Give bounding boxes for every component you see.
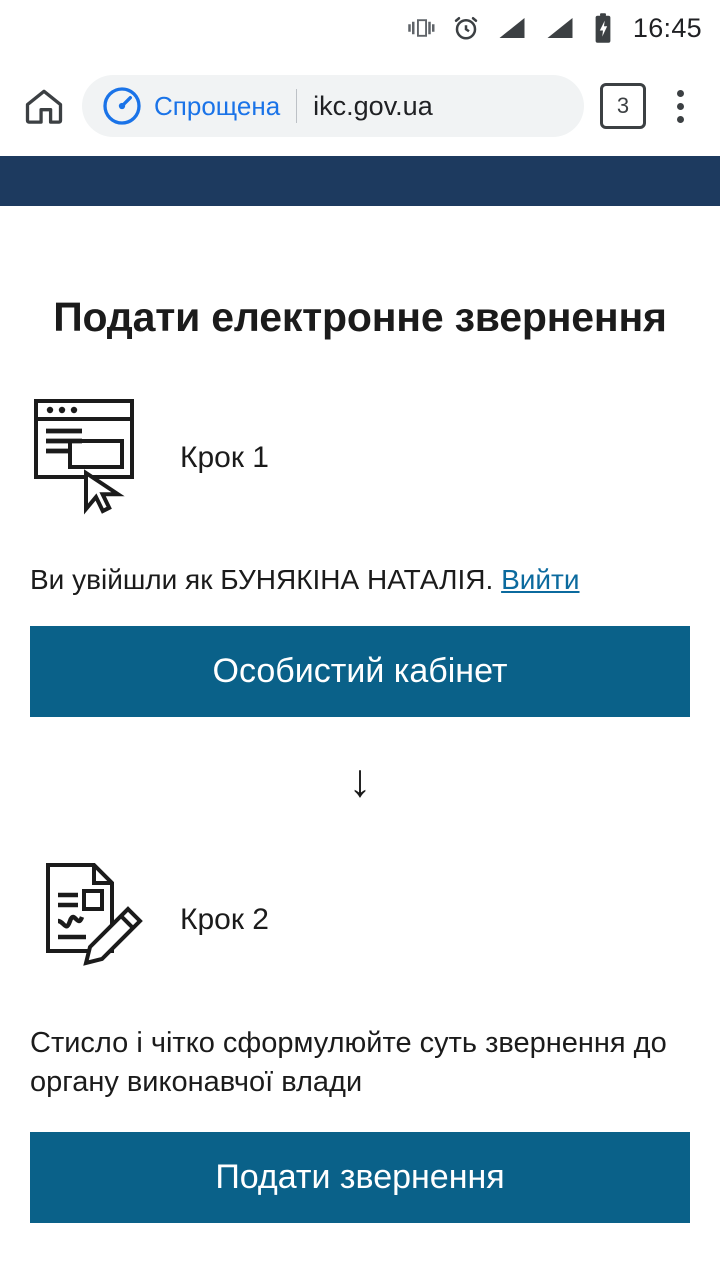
submit-button-wrap	[30, 1132, 690, 1223]
menu-dot	[677, 90, 684, 97]
login-status-text: Ви увійшли як БУНЯКІНА НАТАЛІЯ.	[30, 564, 494, 595]
web-page	[0, 156, 720, 1223]
page-content	[0, 294, 720, 1223]
vibrate-icon	[407, 13, 437, 43]
document-pencil-icon	[30, 855, 154, 984]
site-header-bar	[0, 156, 720, 206]
browser-window-cursor-icon	[30, 393, 154, 522]
step-2-row	[30, 855, 690, 984]
more-vertical-icon[interactable]	[656, 78, 704, 134]
battery-charging-icon	[591, 12, 615, 44]
step-1-label: Крок 1	[180, 440, 269, 474]
step-2-description: Стисло і чітко сформулюйте суть звернення до органу виконавчої влади	[30, 1027, 667, 1099]
status-bar	[0, 0, 720, 56]
lite-mode-icon	[102, 86, 142, 126]
lite-mode-label: Спрощена	[154, 90, 281, 121]
menu-dot	[677, 116, 684, 123]
omnibox[interactable]	[82, 75, 584, 137]
signal-icon	[495, 13, 529, 43]
omnibox-divider	[296, 89, 297, 123]
signal-icon	[543, 13, 577, 43]
page-title: Подати електронне звернення	[53, 294, 667, 340]
arrow-down-icon: ↓	[348, 754, 372, 806]
submit-appeal-button[interactable]: Подати звернення	[30, 1132, 690, 1223]
status-clock: 16:45	[632, 12, 702, 43]
url-text[interactable]: ikc.gov.ua	[313, 90, 433, 121]
menu-dot	[677, 103, 684, 110]
browser-toolbar	[0, 56, 720, 156]
alarm-icon	[451, 13, 481, 43]
step-1-row	[30, 393, 690, 522]
login-status-line	[30, 564, 690, 596]
tab-switcher-button[interactable]: 3	[600, 83, 646, 129]
step-2-label: Крок 2	[180, 902, 269, 936]
home-icon[interactable]	[16, 78, 72, 134]
personal-cabinet-button[interactable]: Особистий кабінет	[30, 626, 690, 717]
logout-link[interactable]: Вийти	[501, 564, 580, 595]
